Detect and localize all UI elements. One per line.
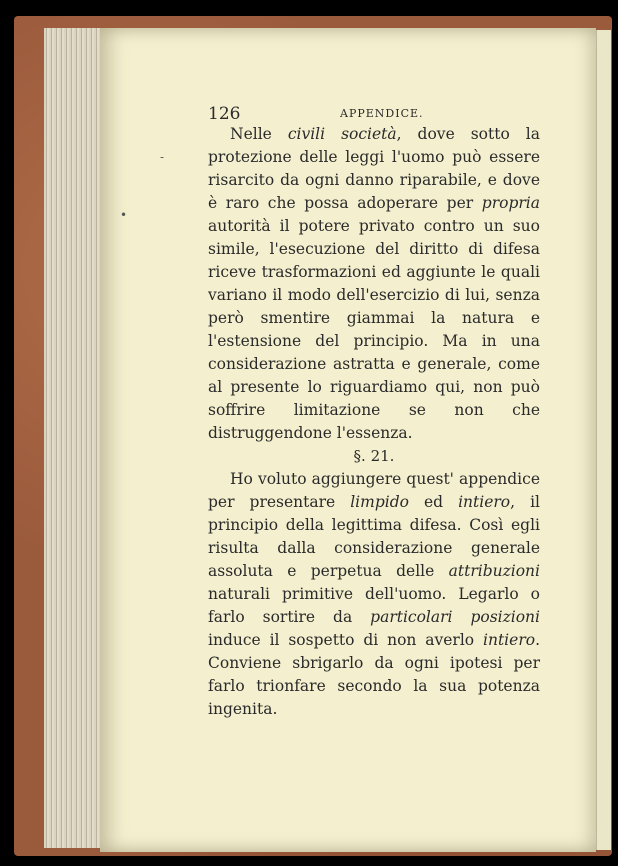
text-run: . Conviene sbrigarlo da ogni ipotesi per farlo trionfare secondo la sua potenza ingenita. bbox=[208, 631, 540, 718]
text-run: naturali primitive dell'uomo. Legarlo o farlo sortire da bbox=[208, 585, 540, 626]
italic-run: attribuzioni bbox=[448, 562, 540, 580]
text-run: ed bbox=[408, 493, 459, 511]
body-text bbox=[208, 123, 540, 721]
text-run: , il principio della legittima difesa. Così egli risulta dalla considerazione generale assoluta e perpetua delle bbox=[208, 493, 540, 580]
facing-page-edge bbox=[596, 30, 611, 850]
margin-dot: • bbox=[120, 208, 128, 222]
italic-run: propria bbox=[481, 194, 540, 212]
italic-run: limpido bbox=[350, 493, 409, 511]
margin-mark: - bbox=[160, 150, 165, 164]
text-run: autorità il potere privato contro un suo simile, l'esecuzione del diritto di difesa riceve trasformazioni ed aggiunte le quali variano il modo dell'esercizio di lui, senza però smentire giammai la natura e l'estensione del principio. Ma in una considerazione astratta e generale, come al presente lo riguardiamo qui, non può soffrire limitazione se non che distruggendone l'essenza. bbox=[208, 217, 540, 442]
paragraph-2 bbox=[208, 468, 540, 721]
section-heading: §. 21. bbox=[353, 447, 395, 465]
text-run: Nelle bbox=[230, 125, 288, 143]
text-run: induce il sospetto di non averlo bbox=[208, 631, 484, 649]
paragraph-1 bbox=[208, 123, 540, 445]
text-run: Ho voluto aggiungere quest' appendice per presentare bbox=[208, 470, 540, 511]
page-number: 126 bbox=[208, 104, 241, 124]
running-head: APPENDICE. bbox=[340, 107, 424, 120]
italic-run: intiero bbox=[458, 493, 511, 511]
italic-run: intiero bbox=[483, 631, 536, 649]
text-run: , dove sotto la protezione delle leggi l'uomo può essere risarcito da ogni danno riparabile, e dove è raro che possa adoperare per bbox=[208, 125, 540, 212]
page-edges bbox=[44, 28, 104, 848]
italic-run: particolari posizioni bbox=[370, 608, 540, 626]
italic-run: civili società bbox=[287, 125, 397, 143]
